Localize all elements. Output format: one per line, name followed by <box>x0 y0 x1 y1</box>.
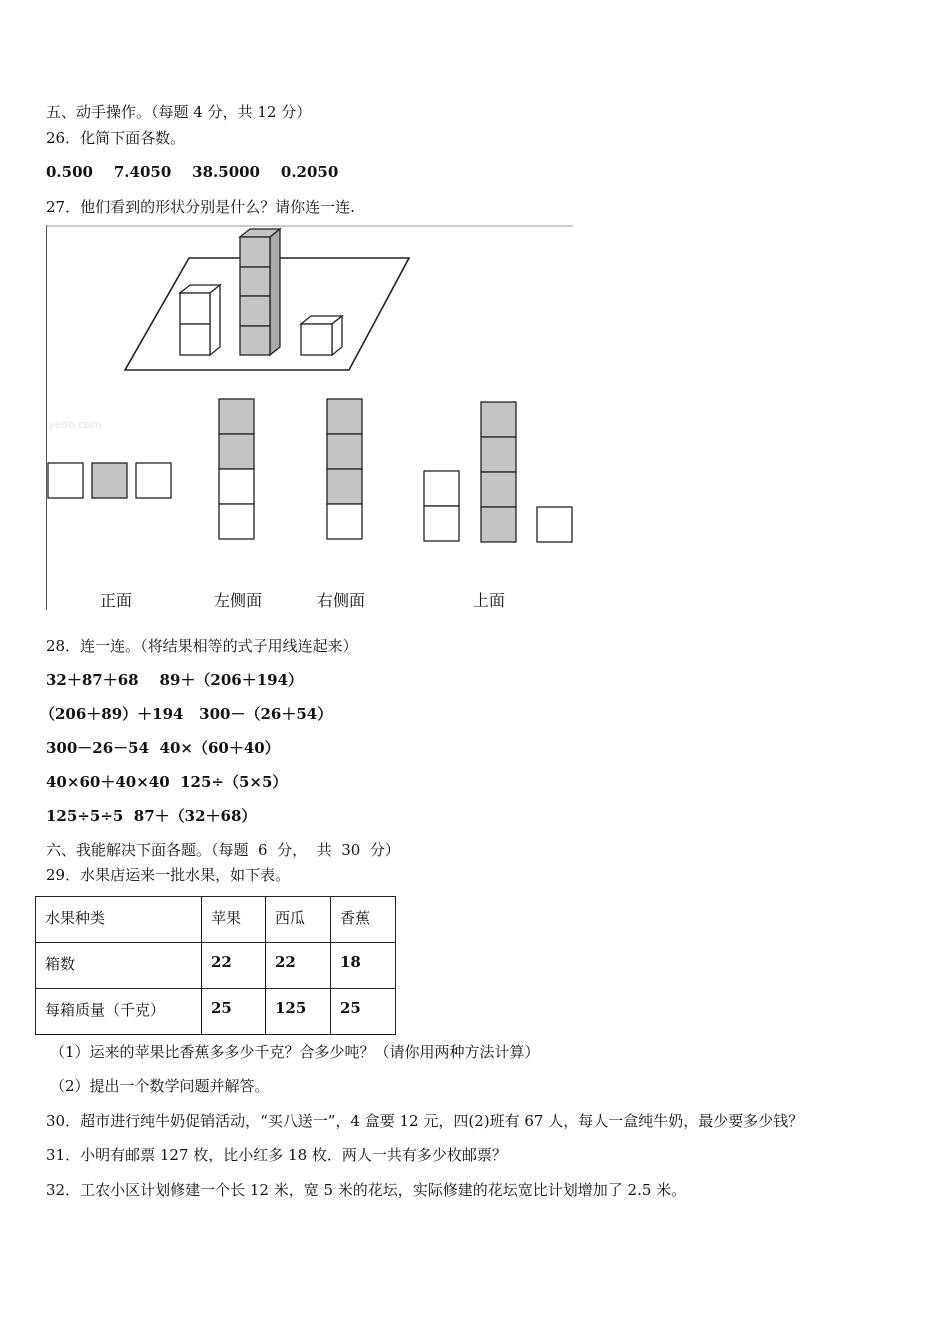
question-30: 30．超市进行纯牛奶促销活动，“买八送一”，4 盒要 12 元，四(2)班有 67 人，每人一盒纯牛奶，最少要多少钱？ <box>46 1112 804 1130</box>
q28-row-3: 300－26－54 40×（60＋40） <box>46 739 280 757</box>
question-26: 26．化简下面各数。 <box>46 129 186 147</box>
watermark: yeoo.com <box>48 418 102 431</box>
table-cell: 水果种类 <box>36 897 202 943</box>
section-5-heading: 五、动手操作。（每题 4 分，共 12 分） <box>46 103 312 121</box>
table-cell: 22 <box>266 943 331 989</box>
table-cell: 25 <box>202 989 266 1035</box>
q28-row-4: 40×60＋40×40 125÷（5×5） <box>46 773 288 791</box>
label-top: 上面 <box>473 591 506 610</box>
table-row <box>36 989 396 1035</box>
question-27: 27．他们看到的形状分别是什么？请你连一连. <box>46 198 355 216</box>
question-28: 28．连一连。（将结果相等的式子用线连起来） <box>46 637 358 655</box>
q28-row-5: 125÷5÷5 87＋（32＋68） <box>46 807 257 825</box>
q28-row-2: （206＋89）＋194 300－（26＋54） <box>40 705 333 723</box>
label-left-side: 左侧面 <box>214 591 263 610</box>
table-cell: 125 <box>266 989 331 1035</box>
single-white-cube <box>301 316 342 355</box>
view-option-row <box>48 463 171 498</box>
question-31: 31．小明有邮票 127 枚，比小红多 18 枚．两人一共有多少枚邮票？ <box>46 1146 507 1164</box>
views-figure <box>46 225 576 610</box>
view-option-column-3gray <box>327 399 362 539</box>
q28-row-1: 32＋87＋68 89＋（206＋194） <box>46 671 304 689</box>
view-option-column-2gray <box>219 399 254 539</box>
label-front: 正面 <box>100 591 133 610</box>
gray-cube-tower <box>240 229 280 355</box>
table-cell: 苹果 <box>202 897 266 943</box>
table-cell: 香蕉 <box>331 897 396 943</box>
q29-sub-1: （1）运来的苹果比香蕉多多少千克？合多少吨？（请你用两种方法计算） <box>50 1043 540 1061</box>
table-row <box>36 897 396 943</box>
white-cube-stack <box>180 285 220 355</box>
fruit-table <box>35 896 396 1035</box>
table-cell: 18 <box>331 943 396 989</box>
table-cell: 每箱质量（千克） <box>36 989 202 1035</box>
section-6-heading: 六、我能解决下面各题。（每题 6 分， 共 30 分） <box>46 841 400 859</box>
table-cell: 22 <box>202 943 266 989</box>
question-26-numbers: 0.500 7.4050 38.5000 0.2050 <box>46 163 339 181</box>
view-option-front <box>424 402 572 542</box>
question-29: 29．水果店运来一批水果，如下表。 <box>46 866 291 884</box>
table-cell: 箱数 <box>36 943 202 989</box>
q29-sub-2: （2）提出一个数学问题并解答。 <box>50 1077 270 1095</box>
question-32: 32．工农小区计划修建一个长 12 米，宽 5 米的花坛，实际修建的花坛宽比计划增加了 2.5 米。 <box>46 1181 687 1199</box>
table-row <box>36 943 396 989</box>
label-right-side: 右侧面 <box>317 591 366 610</box>
table-cell: 25 <box>331 989 396 1035</box>
table-cell: 西瓜 <box>266 897 331 943</box>
